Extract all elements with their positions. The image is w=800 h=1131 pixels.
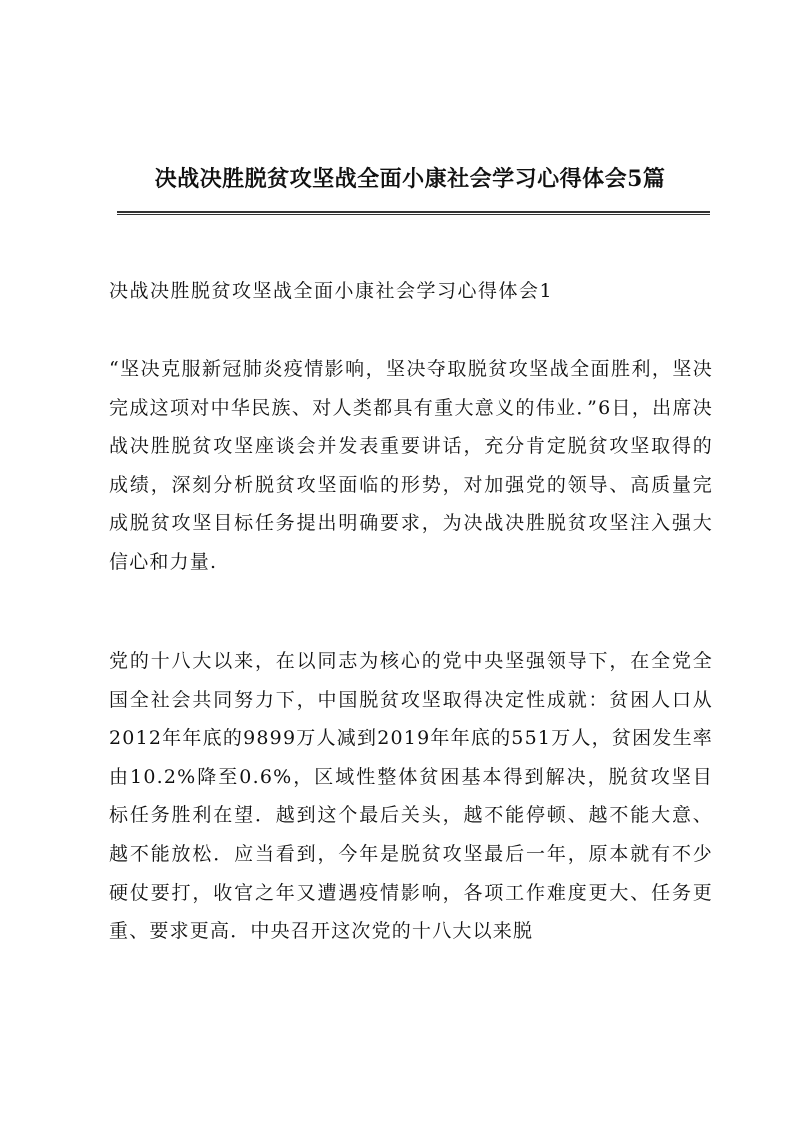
title-divider (117, 211, 710, 215)
body-paragraph-2: 党的十八大以来，在以同志为核心的党中央坚强领导下，在全党全国全社会共同努力下，中国脱贫攻坚取得决定性成就：贫困人口从2012年年底的9899万人减到2019年年底的551万人，贫困发生率由10.2%降至0.6%，区域性整体贫困基本得到解决，脱贫攻坚目标任务胜利在望．越到这个最后关头，越不能停顿、越不能大意、越不能放松．应当看到，今年是脱贫攻坚最后一年，原本就有不少硬仗要打，收官之年又遭遇疫情影响，各项工作难度更大、任务更重、要求更高．中央召开这次党的十八大以来脱 (109, 650, 713, 943)
document-title: 决战决胜脱贫攻坚战全面小康社会学习心得体会5篇 (154, 166, 666, 192)
section-heading: 决战决胜脱贫攻坚战全面小康社会学习心得体会1 (109, 280, 554, 302)
body-paragraph-1: “坚决克服新冠肺炎疫情影响，坚决夺取脱贫攻坚战全面胜利，坚决完成这项对中华民族、对人类都具有重大意义的伟业．”6日，出席决战决胜脱贫攻坚座谈会并发表重要讲话，充分肯定脱贫攻坚取得的成绩，深刻分析脱贫攻坚面临的形势，对加强党的领导、高质量完成脱贫攻坚目标任务提出明确要求，为决战决胜脱贫攻坚注入强大信心和力量. (109, 358, 713, 573)
